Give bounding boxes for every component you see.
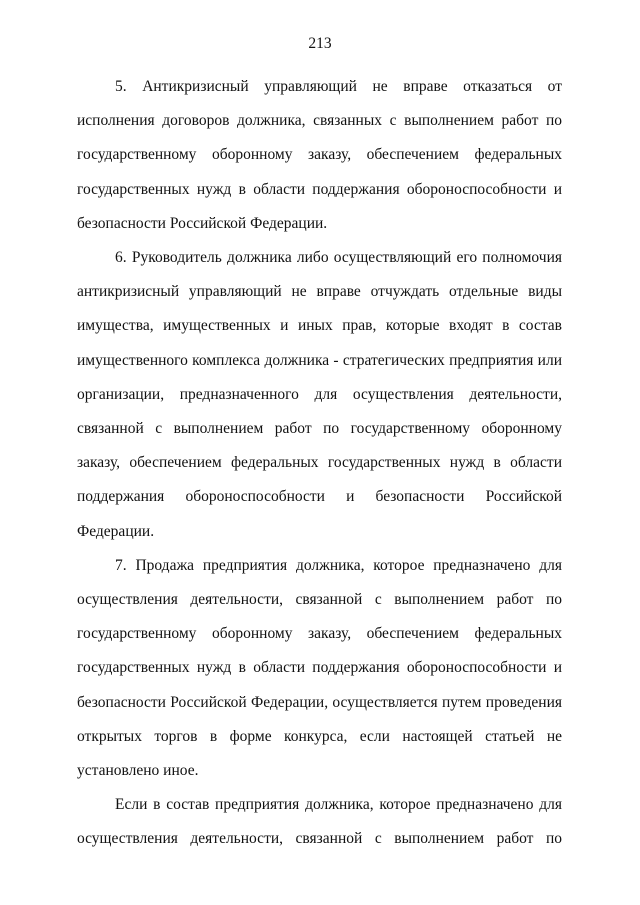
paragraph-6: 6. Руководитель должника либо осуществляющий его полномочия антикризисный управляющий не вправе отчуждать отдельные виды имущества, имущественных и иных прав, которые входят в состав имущественного комплекса должника - стратегических предприятия или организации, предназначенного для осуществления деятельности, связанной с выполнением работ по государственному оборонному заказу, обеспечением федеральных государственных нужд в области поддержания обороноспособности и безопасности Российской Федерации.	[77, 249, 562, 540]
paragraph-7: 7. Продажа предприятия должника, которое предназначено для осуществления деятельности, связанной с выполнением работ по государственному оборонному заказу, обеспечением федеральных государственных нужд в области поддержания обороноспособности и безопасности Российской Федерации, осуществляется путем проведения открытых торгов в форме конкурса, если настоящей статьей не установлено иное.	[77, 556, 562, 780]
document-body	[77, 70, 562, 857]
paragraph-5: 5. Антикризисный управляющий не вправе отказаться от исполнения договоров должника, связанных с выполнением работ по государственному оборонному заказу, обеспечением федеральных государственных нужд в области поддержания обороноспособности и безопасности Российской Федерации.	[77, 78, 562, 232]
page-number: 213	[308, 35, 332, 52]
paragraph-continuation: Если в состав предприятия должника, которое предназначено для осуществления деятельности, связанной с выполнением работ по	[77, 796, 562, 848]
